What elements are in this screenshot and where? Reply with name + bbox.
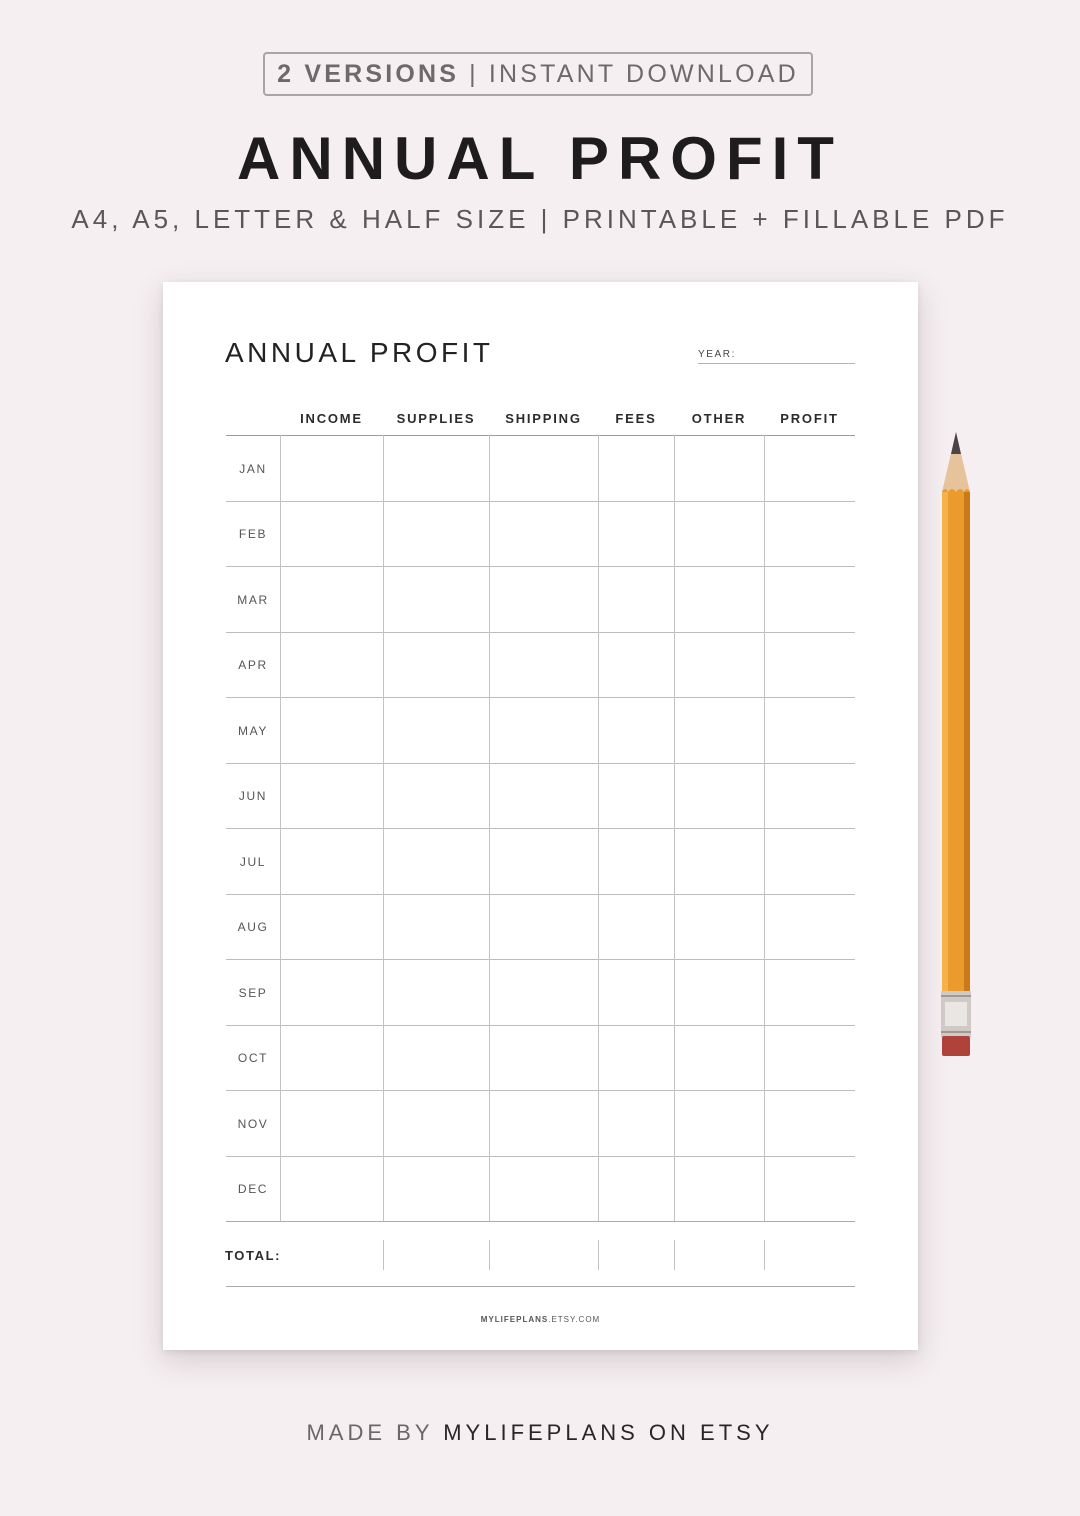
row-divider <box>226 566 855 567</box>
column-header-fees: FEES <box>615 411 657 426</box>
row-divider <box>226 828 855 829</box>
page-title: ANNUAL PROFIT <box>237 125 843 192</box>
month-label-jun: JUN <box>238 789 268 803</box>
month-label-nov: NOV <box>237 1117 269 1131</box>
pencil-icon <box>936 428 976 1060</box>
badge-versions: 2 VERSIONS <box>277 59 460 88</box>
month-label-jan: JAN <box>239 462 267 476</box>
row-divider <box>226 763 855 764</box>
row-divider <box>226 1156 855 1157</box>
sheet-title: ANNUAL PROFIT <box>225 337 494 368</box>
month-label-aug: AUG <box>237 920 269 934</box>
sheet-footer-url <box>163 1315 918 1324</box>
month-label-oct: OCT <box>237 1051 269 1065</box>
row-divider <box>226 501 855 502</box>
table-header-rule <box>226 435 855 436</box>
row-divider <box>226 1025 855 1026</box>
month-label-apr: APR <box>238 658 268 672</box>
column-divider <box>489 435 490 1221</box>
made-by-credit <box>0 1420 1080 1446</box>
footer-url-brand: MYLIFEPLANS <box>480 1315 549 1324</box>
column-divider <box>383 435 384 1221</box>
column-header-other: OTHER <box>691 411 747 426</box>
row-divider <box>226 959 855 960</box>
month-label-may: MAY <box>238 724 268 738</box>
column-divider <box>280 435 281 1221</box>
badge-download: INSTANT DOWNLOAD <box>488 59 799 88</box>
planner-sheet <box>163 282 918 1350</box>
table-bottom-rule <box>226 1221 855 1222</box>
year-field-line <box>698 363 855 364</box>
footer-url-domain: .ETSY.COM <box>548 1315 601 1324</box>
total-divider <box>598 1240 599 1270</box>
column-divider <box>674 435 675 1221</box>
column-header-income: INCOME <box>300 411 363 426</box>
month-label-feb: FEB <box>238 527 268 541</box>
total-rule <box>226 1286 855 1287</box>
month-label-dec: DEC <box>237 1182 269 1196</box>
column-header-supplies: SUPPLIES <box>396 411 476 426</box>
row-divider <box>226 697 855 698</box>
year-label: YEAR: <box>698 349 737 360</box>
month-label-sep: SEP <box>238 986 268 1000</box>
versions-badge <box>263 52 813 96</box>
total-label: TOTAL: <box>225 1248 282 1263</box>
badge-separator: | <box>469 59 479 88</box>
column-divider <box>764 435 765 1221</box>
row-divider <box>226 894 855 895</box>
total-divider <box>489 1240 490 1270</box>
column-header-profit: PROFIT <box>780 411 839 426</box>
row-divider <box>226 632 855 633</box>
column-divider <box>598 435 599 1221</box>
month-label-mar: MAR <box>237 593 269 607</box>
page-subtitle: A4, A5, LETTER & HALF SIZE | PRINTABLE + FILLABLE PDF <box>71 204 1009 234</box>
total-divider <box>383 1240 384 1270</box>
column-header-shipping: SHIPPING <box>505 411 582 426</box>
total-divider <box>764 1240 765 1270</box>
total-divider <box>674 1240 675 1270</box>
made-by-label: MADE BY <box>306 1420 434 1445</box>
month-label-jul: JUL <box>239 855 267 869</box>
row-divider <box>226 1090 855 1091</box>
made-by-brand: MYLIFEPLANS ON ETSY <box>443 1420 774 1445</box>
